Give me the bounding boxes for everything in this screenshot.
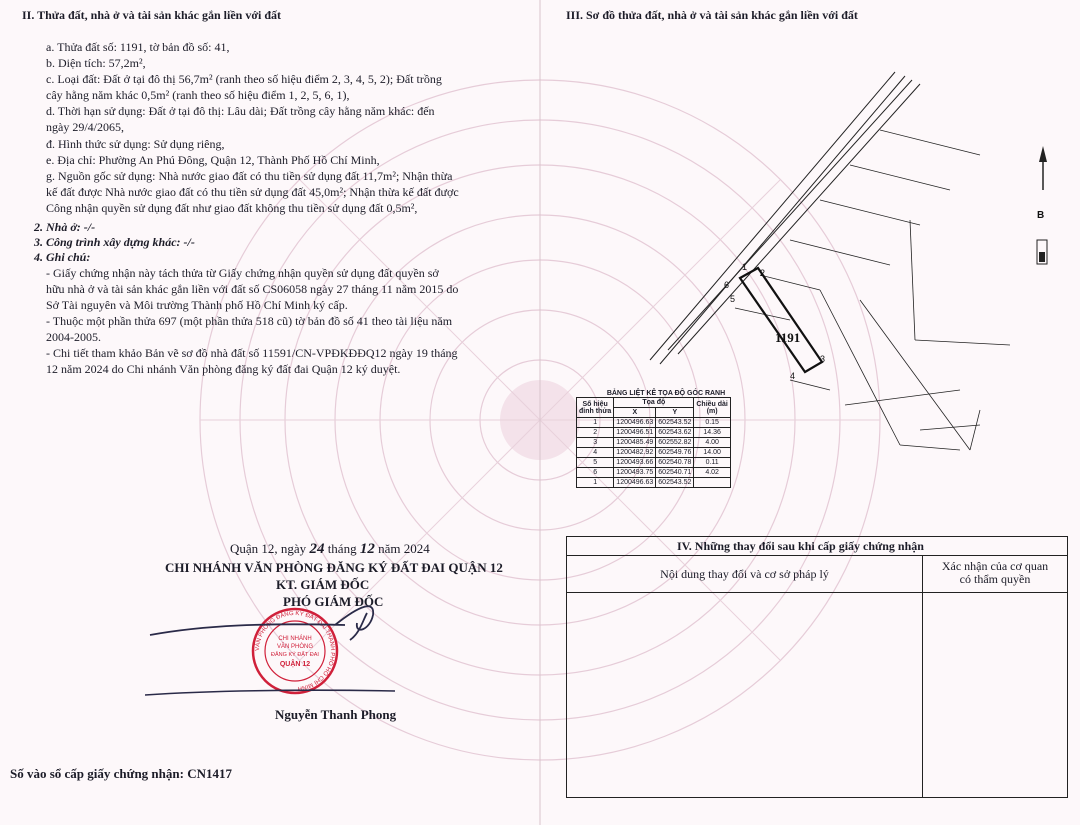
coordinate-cell-x: 1200496.51 bbox=[614, 428, 656, 438]
point-label-5: 5 bbox=[730, 294, 736, 304]
coordinate-cell-p: 5 bbox=[577, 458, 614, 468]
coordinate-cell-p: 1 bbox=[577, 478, 614, 488]
note-3-line-1: - Chi tiết tham khảo Bản vẽ sơ đồ nhà đất số 11591/CN-VPĐKĐĐQ12 ngày 19 tháng bbox=[46, 346, 458, 360]
coordinate-cell-y: 602540.71 bbox=[656, 468, 694, 478]
construction-line: 3. Công trình xây dựng khác: -/- bbox=[34, 235, 195, 249]
coordinate-cell-x: 1200493.66 bbox=[614, 458, 656, 468]
coordinate-table bbox=[576, 397, 731, 488]
deputy-director: PHÓ GIÁM ĐỐC bbox=[283, 594, 384, 609]
term-line-2: ngày 29/4/2065, bbox=[46, 120, 124, 134]
coordinate-cell-x: 1200485.49 bbox=[614, 438, 656, 448]
coordinate-cell-len bbox=[694, 478, 731, 488]
col-point-header: Số hiệu đỉnh thửa bbox=[577, 398, 614, 418]
col-confirmation-header: Xác nhận của cơ quan có thẩm quyền bbox=[941, 559, 1049, 586]
note-1-line-1: - Giấy chứng nhận này tách thửa từ Giấy chứng nhận quyền sử dụng đất quyền sở bbox=[46, 266, 439, 280]
house-line: 2. Nhà ở: -/- bbox=[34, 220, 96, 234]
coordinate-rows bbox=[577, 418, 731, 488]
note-3-line-2: 12 năm 2024 do Chi nhánh Văn phòng đăng ký đất đai Quận 12 ký duyệt. bbox=[46, 362, 401, 376]
stamp-line-1: CHI NHÁNH bbox=[278, 636, 312, 642]
stamp-line-2: VĂN PHÒNG bbox=[276, 644, 314, 650]
point-label-2: 2 bbox=[760, 268, 766, 278]
signer-name: Nguyễn Thanh Phong bbox=[275, 707, 397, 722]
coordinate-row bbox=[577, 448, 731, 458]
coordinate-row bbox=[577, 468, 731, 478]
section-4-changes-table bbox=[566, 536, 1068, 798]
issue-date: Quận 12, ngày 24 tháng 12 năm 2024 bbox=[230, 541, 430, 557]
coordinate-table-block bbox=[576, 390, 756, 488]
for-director: KT. GIÁM ĐỐC bbox=[276, 577, 370, 592]
coordinate-cell-p: 4 bbox=[577, 448, 614, 458]
point-label-3: 3 bbox=[820, 354, 826, 364]
stamp-ring-text: VĂN PHÒNG ĐĂNG KÝ ĐẤT ĐAI THÀNH PHỐ HỒ CHÍ MINH bbox=[254, 610, 336, 691]
point-label-6: 6 bbox=[724, 280, 730, 290]
note-1-line-3: Sở Tài nguyên và Môi trường Thành phố Hồ Chí Minh ký cấp. bbox=[46, 298, 348, 312]
origin-line-3: Công nhận quyền sử dụng đất như giao đất không thu tiền sử dụng đất 0,5m², bbox=[46, 201, 418, 215]
notes-title: 4. Ghi chú: bbox=[34, 250, 91, 264]
col-coord-header: Tọa độ bbox=[614, 398, 694, 408]
point-label-1: 1 bbox=[742, 262, 748, 272]
issuing-office: CHI NHÁNH VĂN PHÒNG ĐĂNG KÝ ĐẤT ĐAI QUẬN 12 bbox=[165, 560, 503, 575]
coordinate-cell-x: 1200482.92 bbox=[614, 448, 656, 458]
subject-parcel-boundary bbox=[740, 268, 822, 372]
parcel-number-prefix: a. Thửa đất số: 1191 bbox=[46, 40, 144, 54]
change-content-cell bbox=[567, 593, 923, 797]
coordinate-cell-len: 0.11 bbox=[694, 458, 731, 468]
coordinate-cell-y: 602552.82 bbox=[656, 438, 694, 448]
north-label: B bbox=[1037, 210, 1045, 221]
note-2-line-2: 2004-2005. bbox=[46, 330, 101, 344]
origin-line-1: g. Nguồn gốc sử dụng: Nhà nước giao đất có thu tiền sử dụng đất 11,7m²; Nhận thừa bbox=[46, 169, 453, 183]
confirmation-cell bbox=[923, 593, 1067, 797]
coordinate-row bbox=[577, 438, 731, 448]
road-lines bbox=[650, 72, 920, 364]
date-month: 12 bbox=[359, 541, 375, 557]
coordinate-cell-y: 602543.52 bbox=[656, 478, 694, 488]
section-3-title: III. Sơ đồ thửa đất, nhà ở và tài sản khác gắn liền với đất bbox=[566, 8, 858, 22]
coordinate-cell-p: 2 bbox=[577, 428, 614, 438]
neighbour-parcel-lines bbox=[735, 130, 1010, 450]
point-label-4: 4 bbox=[790, 371, 796, 381]
coordinate-cell-y: 602543.62 bbox=[656, 428, 694, 438]
coordinate-row bbox=[577, 458, 731, 468]
registry-number: Số vào sổ cấp giấy chứng nhận: CN1417 bbox=[10, 766, 232, 781]
origin-line-2: kế đất được Nhà nước giao đất có thu tiền sử dụng đất 45,0m²; Nhận thừa kế đất được bbox=[46, 185, 459, 199]
stamp-line-4: QUẬN 12 bbox=[279, 661, 311, 668]
coordinate-cell-len: 0.15 bbox=[694, 418, 731, 428]
map-sheet: , tờ bản đồ số: 41, bbox=[143, 40, 230, 54]
coordinate-cell-y: 602540.78 bbox=[656, 458, 694, 468]
coordinate-cell-y: 602549.76 bbox=[656, 448, 694, 458]
note-2-line-1: - Thuộc một phần thửa 697 (một phần thửa 518 cũ) tờ bản đồ số 41 theo tài liệu năm bbox=[46, 314, 453, 328]
coordinate-cell-len: 14.36 bbox=[694, 428, 731, 438]
coordinate-table-title: BẢNG LIỆT KÊ TỌA ĐỘ GÓC RANH bbox=[606, 390, 726, 397]
land-type-line-2: cây hằng năm khác 0,5m² (ranh theo số hiệu điểm 1, 2, 5, 6, 1), bbox=[46, 88, 350, 102]
coordinate-cell-p: 6 bbox=[577, 468, 614, 478]
coordinate-cell-x: 1200496.63 bbox=[614, 478, 656, 488]
term-line-1: d. Thời hạn sử dụng: Đất ở tại đô thị: Lâu dài; Đất trồng cây hằng năm khác: đến bbox=[46, 104, 435, 118]
col-x-header: X bbox=[614, 408, 656, 418]
north-arrow-icon bbox=[1037, 146, 1047, 264]
col-length-header: Chiều dài (m) bbox=[694, 398, 731, 418]
coordinate-cell-x: 1200493.75 bbox=[614, 468, 656, 478]
handwritten-signature bbox=[145, 595, 405, 705]
coordinate-cell-len: 4.02 bbox=[694, 468, 731, 478]
parcel-number-label: 1191 bbox=[775, 330, 801, 345]
section-4-title: IV. Những thay đổi sau khi cấp giấy chứng nhận bbox=[567, 537, 1067, 556]
coordinate-cell-len: 4.00 bbox=[694, 438, 731, 448]
coordinate-row bbox=[577, 428, 731, 438]
coordinate-row bbox=[577, 478, 731, 488]
area-line: b. Diện tích: 57,2m², bbox=[46, 56, 146, 70]
coordinate-cell-p: 3 bbox=[577, 438, 614, 448]
col-y-header: Y bbox=[656, 408, 694, 418]
coordinate-row bbox=[577, 418, 731, 428]
usage-form: đ. Hình thức sử dụng: Sử dụng riêng, bbox=[46, 137, 225, 151]
stamp-line-3: ĐĂNG KÝ ĐẤT ĐAI bbox=[271, 652, 319, 658]
coordinate-cell-len: 14.00 bbox=[694, 448, 731, 458]
coordinate-cell-p: 1 bbox=[577, 418, 614, 428]
land-type-line-1: c. Loại đất: Đất ở tại đô thị 56,7m² (ranh theo số hiệu điểm 2, 3, 4, 5, 2); Đất trồng bbox=[46, 72, 442, 86]
date-day: 24 bbox=[309, 541, 325, 557]
parcel-number-line bbox=[46, 40, 230, 55]
note-1-line-2: hữu nhà ở và tài sản khác gắn liền với đất số CS06058 ngày 27 tháng 11 năm 2015 do bbox=[46, 282, 459, 296]
col-change-content-header: Nội dung thay đổi và cơ sở pháp lý bbox=[567, 556, 923, 592]
section-2-title: II. Thửa đất, nhà ở và tài sản khác gắn liền với đất bbox=[22, 8, 282, 22]
address-line: e. Địa chỉ: Phường An Phú Đông, Quận 12, Thành Phố Hồ Chí Minh, bbox=[46, 153, 380, 167]
coordinate-cell-y: 602543.52 bbox=[656, 418, 694, 428]
coordinate-cell-x: 1200496.63 bbox=[614, 418, 656, 428]
